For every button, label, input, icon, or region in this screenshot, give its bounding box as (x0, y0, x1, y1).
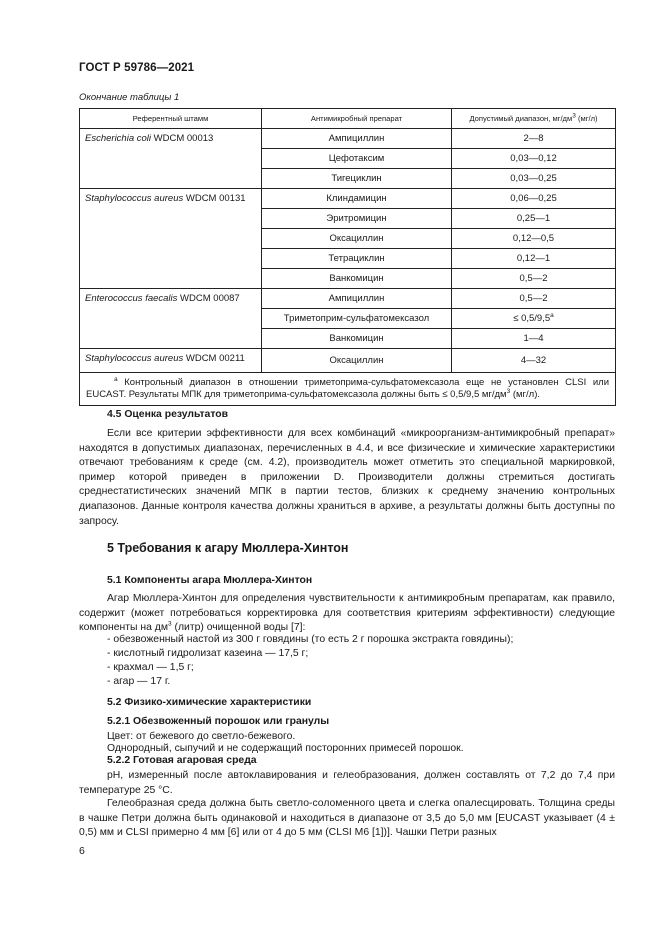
drug-cell: Тетрациклин (262, 249, 452, 269)
table-row (80, 189, 616, 209)
drug-cell: Ванкомицин (262, 269, 452, 289)
strain-cell: Staphylococcus aureus WDCM 00131 (80, 189, 262, 289)
powder-description: Однородный, сыпучий и не содержащий посторонних примесей порошок. (107, 743, 464, 754)
table-row (80, 289, 616, 309)
strain-cell: Staphylococcus aureus WDCM 00211 (80, 349, 262, 373)
drug-cell: Ампициллин (262, 129, 452, 149)
drug-cell: Триметоприм-сульфатомексазол (262, 309, 452, 329)
range-cell: 0,06—0,25 (452, 189, 616, 209)
drug-cell: Ванкомицин (262, 329, 452, 349)
drug-cell: Ампициллин (262, 289, 452, 309)
powder-color: Цвет: от бежевого до светло-бежевого. (107, 731, 296, 742)
range-cell: 4—32 (452, 349, 616, 373)
list-item: - обезвоженный настой из 300 г говядины (то есть 2 г порошка экстракта говядины); (107, 634, 514, 645)
mic-table (79, 108, 616, 406)
table-row (80, 349, 616, 373)
table-caption: Окончание таблицы 1 (79, 92, 180, 103)
section-5-2-1-title: 5.2.1 Обезвоженный порошок или гранулы (107, 716, 330, 727)
section-5-2-2-ph-text: pH, измеренный после автоклавирования и гелеобразования, должен составлять от 7,2 до 7,4 при температуре 25 °С. (79, 770, 615, 796)
drug-cell: Тигециклин (262, 169, 452, 189)
section-5-title: 5 Требования к агару Мюллера-Хинтон (107, 541, 349, 555)
list-item: - агар — 17 г. (107, 676, 171, 687)
list-item: - кислотный гидролизат казеина — 17,5 г; (107, 648, 309, 659)
section-5-2-2-title: 5.2.2 Готовая агаровая среда (107, 755, 257, 766)
section-5-2-2-gel-text: Гелеобразная среда должна быть светло-соломенного цвета и слегка опалесцировать. Толщина среды в чашке Петри должна быть одинаковой и находиться в диапазоне от 3,5 до 5,0 мм [EUCAST указывает (4 ± 0,5) мм и CLSI примерно 4 мм [6] или от 4 до 5 мм (CLSI M6 [1])]. Чашки Петри разных (79, 798, 615, 839)
page-number: 6 (79, 845, 85, 857)
range-cell: 0,03—0,12 (452, 149, 616, 169)
drug-cell: Оксациллин (262, 229, 452, 249)
strain-cell: Enterococcus faecalis WDCM 00087 (80, 289, 262, 349)
section-5-1-title: 5.1 Компоненты агара Мюллера-Хинтон (107, 575, 313, 586)
range-cell: 0,12—0,5 (452, 229, 616, 249)
drug-cell: Клиндамицин (262, 189, 452, 209)
range-cell: 1—4 (452, 329, 616, 349)
column-header-drug: Антимикробный препарат (262, 109, 452, 129)
range-cell: 0,25—1 (452, 209, 616, 229)
drug-cell: Оксациллин (262, 349, 452, 373)
table-header-row (80, 109, 616, 129)
table-row (80, 129, 616, 149)
range-cell: 2—8 (452, 129, 616, 149)
column-header-range: Допустимый диапазон, $мг/дм^3$ (мг/л) (452, 109, 616, 129)
section-4-5-text: Если все критерии эффективности для всех комбинаций «микроорганизм-антимикробный препарат» находятся в допустимых диапазонах, перечисленных в 4.4, и все физические и химические характеристики отвечают требованиям к среде (см. 4.2), производитель может отметить это специальной маркировкой, пример которой приведен в приложении D. Производители должны стремиться достигать среднестатистических значений МПК в партии тестов, близких к среднему значению контрольных диапазонов. Данные контроля качества должны храниться в архиве, а результаты должны быть доступны по запросу. (79, 428, 615, 527)
column-header-strain: Референтный штамм (80, 109, 262, 129)
range-cell: 0,12—1 (452, 249, 616, 269)
table-footnote-row (80, 373, 616, 406)
range-cell: 0,03—0,25 (452, 169, 616, 189)
list-item: - крахмал — 1,5 г; (107, 662, 194, 673)
drug-cell: Эритромицин (262, 209, 452, 229)
range-cell: ≤ 0,5/9,5$^a$ (452, 309, 616, 329)
section-4-5-title: 4.5 Оценка результатов (107, 409, 229, 420)
section-5-2-title: 5.2 Физико-химические характеристики (107, 697, 312, 708)
strain-cell: Escherichia coli WDCM 00013 (80, 129, 262, 189)
range-cell: 0,5—2 (452, 269, 616, 289)
table-footnote: $^a$ Контрольный диапазон в отношении триметоприма-сульфатомексазола еще не установлен CLSI или EUCAST. Результаты МПК для триметоприма-сульфатомексазола должны быть ≤ 0,5/9,5 $мг/дм^3$ (мг/л). (80, 373, 616, 406)
document-header: ГОСТ Р 59786—2021 (79, 62, 195, 74)
range-cell: 0,5—2 (452, 289, 616, 309)
section-5-1-text: Агар Мюллера-Хинтон для определения чувствительности к антимикробным препаратам, как правило, содержит (может потребоваться корректировка для соответствия критериям эффективности) следующие компоненты на $дм^3$ (литр) очищенной воды [7]: (79, 593, 615, 634)
drug-cell: Цефотаксим (262, 149, 452, 169)
